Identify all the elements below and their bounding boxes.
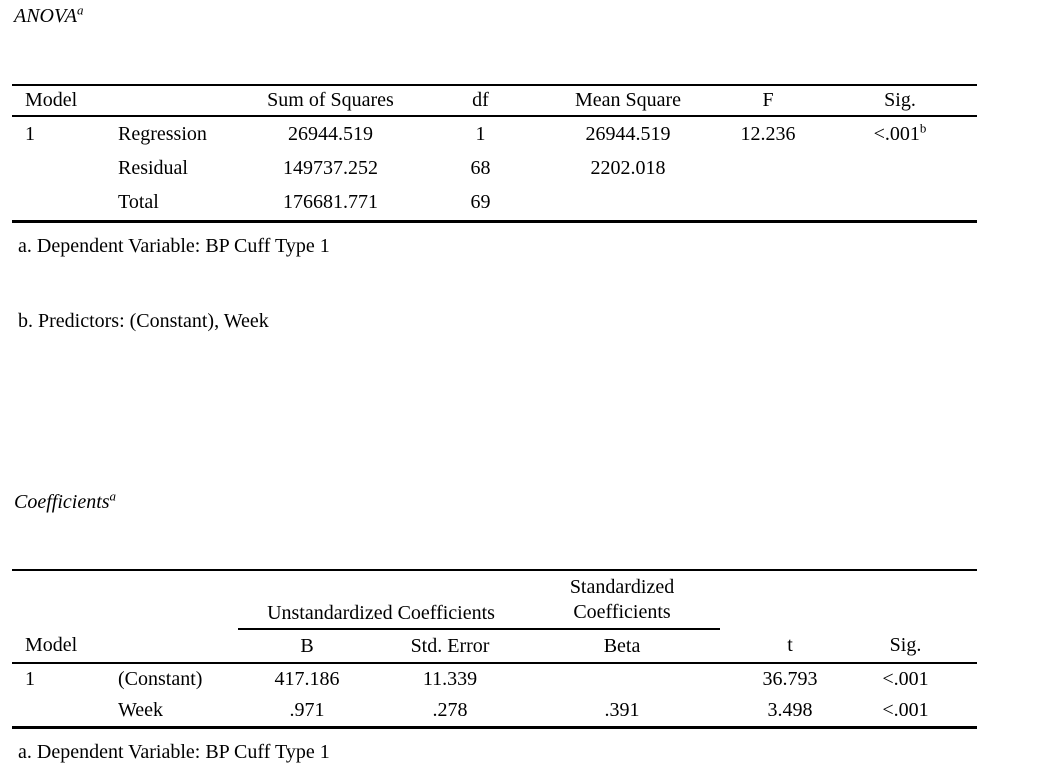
anova-title-text: ANOVA (14, 5, 77, 27)
beta-cell: .391 (604, 698, 640, 721)
spanner-empty-cell (12, 570, 238, 629)
model-number-cell: 1 (25, 122, 35, 145)
sum-of-squares-cell: 176681.771 (283, 191, 378, 214)
anova-footnote-b: b. Predictors: (Constant), Week (18, 310, 269, 332)
anova-header-sum-of-squares: Sum of Squares (267, 89, 394, 111)
anova-title (14, 2, 84, 28)
mean-square-cell: 2202.018 (590, 157, 666, 179)
sig-value: <.001 (873, 122, 920, 145)
f-cell (713, 151, 823, 186)
anova-footnote-a: a. Dependent Variable: BP Cuff Type 1 (18, 235, 330, 257)
anova-header-model: Model (25, 89, 78, 111)
anova-header-sig: Sig. (884, 89, 916, 111)
anova-header-df: df (472, 89, 489, 111)
unstandardized-coefficients-spanner: Unstandardized Coefficients (238, 570, 524, 629)
df-cell: 68 (470, 157, 491, 179)
t-cell: 3.498 (767, 698, 813, 721)
b-cell: 417.186 (274, 668, 340, 690)
row-label-cell: Total (118, 191, 159, 214)
t-cell: 36.793 (762, 668, 818, 690)
coefficients-spanner-row (12, 570, 977, 629)
sig-cell (823, 186, 977, 221)
coefficients-header-model: Model (25, 634, 78, 656)
sig-cell (823, 151, 977, 186)
coefficients-footnote-a: a. Dependent Variable: BP Cuff Type 1 (18, 741, 330, 763)
anova-title-superscript: a (76, 2, 84, 18)
anova-row-residual (12, 151, 977, 186)
anova-row-regression (12, 116, 977, 151)
anova-header-f: F (762, 89, 774, 111)
row-label-cell: Residual (118, 157, 188, 179)
coefficients-title-superscript: a (109, 488, 117, 504)
coefficients-header-beta: Beta (603, 634, 641, 657)
coefficients-header-row (12, 629, 977, 663)
beta-cell (524, 663, 720, 695)
model-number-cell (12, 695, 118, 727)
sig-cell: <.001 (882, 698, 929, 721)
row-label-cell: Regression (118, 122, 207, 145)
std-error-cell: 11.339 (422, 668, 478, 690)
std-error-cell: .278 (432, 698, 468, 721)
f-cell: 12.236 (740, 122, 796, 145)
coefficients-header-sig: Sig. (889, 634, 922, 656)
coefficients-title-text: Coefficients (14, 491, 110, 513)
b-cell: .971 (289, 698, 325, 721)
mean-square-cell: 26944.519 (585, 122, 671, 145)
sig-cell: <.001 (882, 668, 929, 690)
coefficients-header-b: B (300, 634, 314, 657)
coefficients-row-constant (12, 663, 977, 695)
anova-header-mean-square: Mean Square (574, 89, 682, 111)
anova-header-row (12, 85, 977, 116)
df-cell: 1 (475, 122, 486, 145)
row-label-cell: Week (118, 698, 164, 721)
row-label-cell: (Constant) (118, 668, 203, 690)
sum-of-squares-cell: 26944.519 (288, 122, 373, 145)
mean-square-cell (543, 186, 713, 221)
model-number-cell (12, 151, 118, 186)
coefficients-row-week (12, 695, 977, 727)
coefficients-header-std-error: Std. Error (410, 634, 490, 657)
anova-row-total (12, 186, 977, 221)
spanner-empty-cell (720, 570, 860, 629)
coefficients-title (14, 488, 117, 514)
df-cell: 69 (470, 191, 491, 214)
standardized-coefficients-spanner: Standardized Coefficients (524, 570, 720, 629)
coefficients-header-t: t (787, 634, 793, 656)
model-number-cell (12, 186, 118, 221)
sig-superscript: b (919, 119, 927, 135)
model-number-cell: 1 (25, 668, 35, 690)
sum-of-squares-cell: 149737.252 (283, 157, 378, 179)
coefficients-table (12, 569, 977, 729)
anova-table (12, 84, 977, 223)
sig-cell (823, 116, 977, 151)
f-cell (713, 186, 823, 221)
spanner-empty-cell (860, 570, 977, 629)
